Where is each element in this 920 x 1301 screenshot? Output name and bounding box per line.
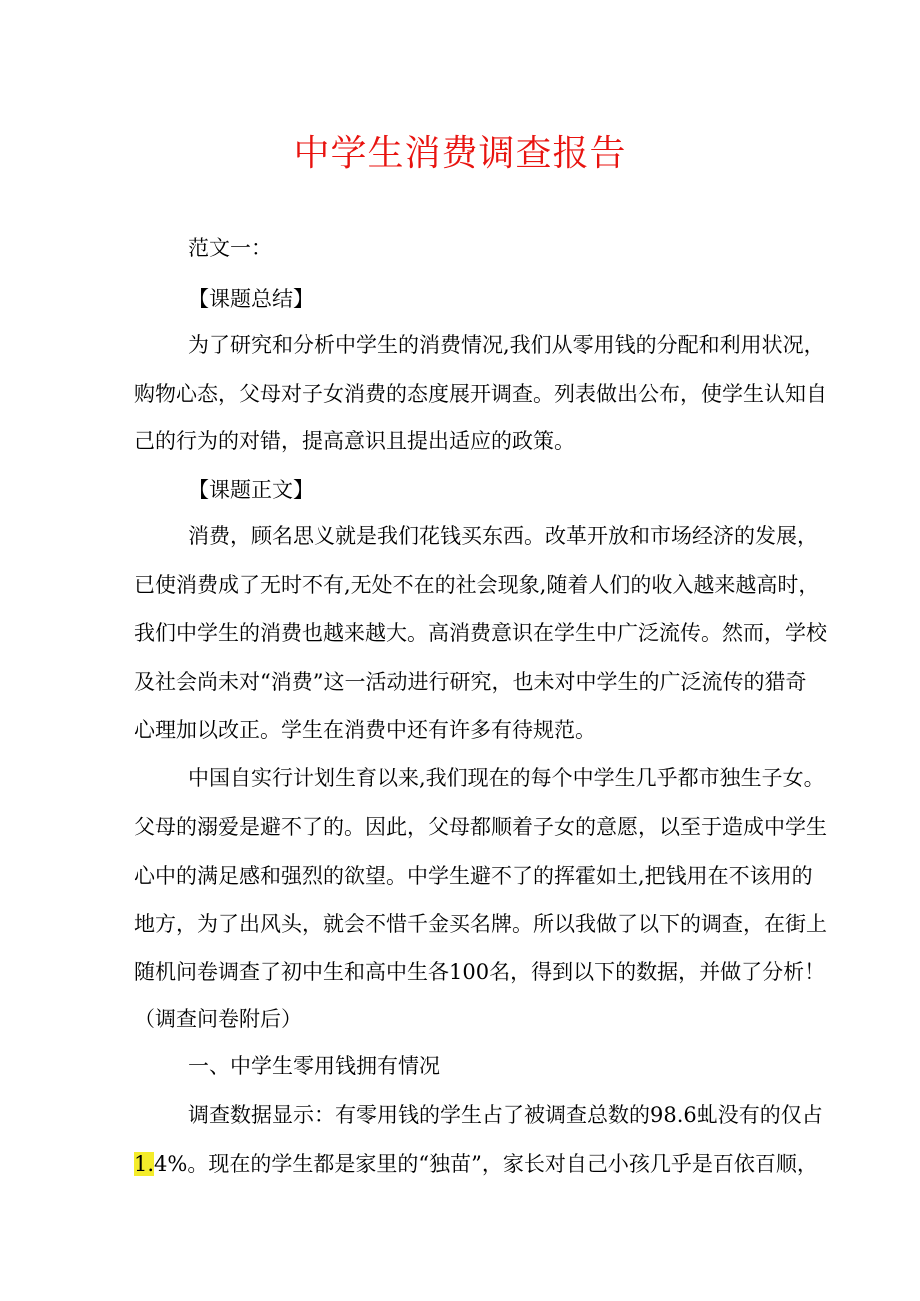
paragraph-line: 随机问卷调查了初中生和高中生各100名，得到以下的数据，并做了分析！ [134, 960, 826, 984]
paragraph-line: （调查问卷附后） [134, 1007, 302, 1031]
paragraph-line: 及社会尚未对“消费”这一活动进行研究，也未对中学生的广泛流传的猎奇 [134, 670, 807, 694]
paragraph-line: 父母的溺爱是避不了的。因此，父母都顺着子女的意愿，以至于造成中学生 [134, 815, 827, 839]
paragraph-line: 我们中学生的消费也越来越大。高消费意识在学生中广泛流传。然而，学校 [134, 621, 827, 645]
paragraph-line-highlighted [134, 1150, 818, 1178]
paragraph-line: 中国自实行计划生育以来,我们现在的每个中学生几乎都市独生子女。 [188, 766, 825, 790]
paragraph-line: 为了研究和分析中学生的消费情况,我们从零用钱的分配和利用状况， [188, 333, 825, 357]
paragraph-text: 4%。现在的学生都是家里的“独苗”，家长对自己小孩几乎是百依百顺， [154, 1152, 818, 1176]
paragraph-line: 地方，为了出风头，就会不惜千金买名牌。所以我做了以下的调查，在街上 [134, 912, 827, 936]
paragraph-line: 心理加以改正。学生在消费中还有许多有待规范。 [134, 718, 596, 742]
text-highlight: 1. [134, 1152, 155, 1176]
paragraph-line: 已使消费成了无时不有,无处不在的社会现象,随着人们的收入越来越高时， [134, 573, 820, 597]
section-heading-body: 【课题正文】 [188, 478, 314, 502]
section-heading-summary: 【课题总结】 [188, 287, 314, 311]
paragraph-line: 调查数据显示：有零用钱的学生占了被调查总数的98.6虬没有的仅占 [188, 1103, 823, 1127]
sample-label: 范文一： [188, 236, 272, 260]
paragraph-line: 消费，顾名思义就是我们花钱买东西。改革开放和市场经济的发展， [188, 524, 818, 548]
paragraph-line: 购物心态，父母对子女消费的态度展开调查。列表做出公布，使学生认知自 [134, 382, 827, 406]
paragraph-line: 己的行为的对错，提高意识且提出适应的政策。 [134, 429, 575, 453]
subsection-heading: 一、中学生零用钱拥有情况 [188, 1054, 440, 1078]
document-title: 中学生消费调查报告 [293, 133, 627, 174]
paragraph-line: 心中的满足感和强烈的欲望。中学生避不了的挥霍如土,把钱用在不该用的 [134, 864, 813, 888]
